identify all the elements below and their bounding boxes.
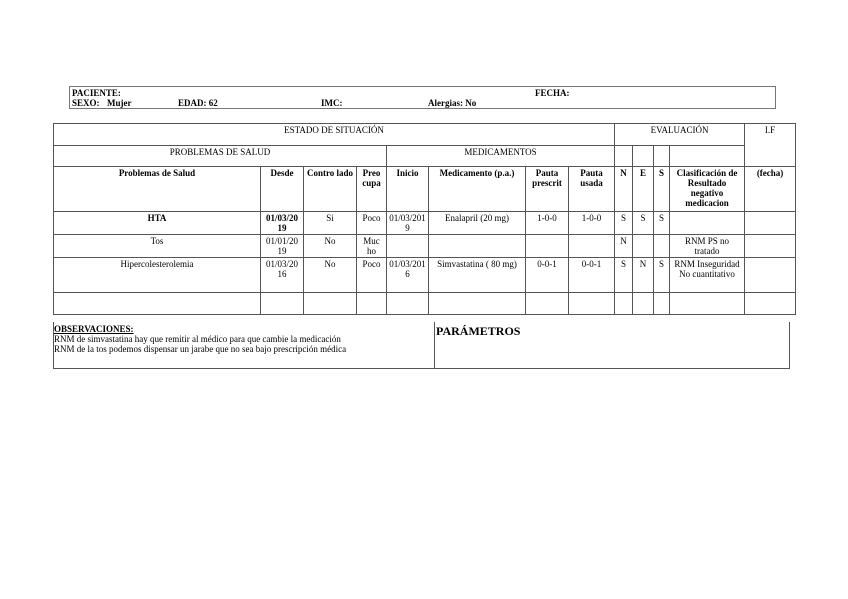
cell-preocupa: Poco <box>357 258 387 293</box>
cell-medicamento <box>429 235 526 258</box>
eval-spacer-s <box>654 146 670 167</box>
fecha-label: FECHA: <box>535 88 570 98</box>
col-pauta-usada: Pauta usada <box>569 167 615 212</box>
edad-label: EDAD: 62 <box>178 98 218 108</box>
empty-cell <box>54 293 261 315</box>
estado-situacion-title: ESTADO DE SITUACIÓN <box>54 124 615 146</box>
cell-desde: 01/01/20 19 <box>261 235 304 258</box>
cell-fecha <box>745 235 796 258</box>
col-s: S <box>654 167 670 212</box>
empty-cell <box>526 293 569 315</box>
empty-cell <box>387 293 429 315</box>
eval-spacer-clas <box>670 146 745 167</box>
table-row <box>54 258 796 293</box>
observaciones-title: OBSERVACIONES: <box>54 324 134 334</box>
imc-label: IMC: <box>321 98 343 108</box>
cell-desde: 01/03/20 16 <box>261 258 304 293</box>
cell-e: S <box>633 212 654 235</box>
cell-n: S <box>615 258 633 293</box>
col-medicamento: Medicamento (p.a.) <box>429 167 526 212</box>
cell-problema: Tos <box>54 235 261 258</box>
cell-problema: HTA <box>54 212 261 235</box>
col-e: E <box>633 167 654 212</box>
sexo-value: Mujer <box>107 98 132 108</box>
empty-cell <box>304 293 357 315</box>
cell-medicamento: Enalapril (20 mg) <box>429 212 526 235</box>
cell-pauta-usada <box>569 235 615 258</box>
paciente-label: PACIENTE: <box>72 88 121 98</box>
evaluacion-title: EVALUACIÓN <box>615 124 745 146</box>
cell-n: S <box>615 212 633 235</box>
empty-cell <box>357 293 387 315</box>
alergias-label: Alergias: No <box>428 98 477 108</box>
empty-cell <box>569 293 615 315</box>
cell-fecha <box>745 258 796 293</box>
cell-s: S <box>654 212 670 235</box>
cell-s: S <box>654 258 670 293</box>
eval-spacer-e <box>633 146 654 167</box>
parametros-title: PARÁMETROS <box>436 324 521 338</box>
cell-controlado: Si <box>304 212 357 235</box>
empty-cell <box>745 293 796 315</box>
cell-problema: Hipercolesterolemia <box>54 258 261 293</box>
col-preocupa: Preo cupa <box>357 167 387 212</box>
table-row-empty <box>54 293 796 315</box>
col-n: N <box>615 167 633 212</box>
col-pauta-prescrita: Pauta prescrit <box>526 167 569 212</box>
cell-pauta-prescrita: 1-0-0 <box>526 212 569 235</box>
cell-controlado: No <box>304 258 357 293</box>
cell-pauta-prescrita <box>526 235 569 258</box>
medicamentos-title: MEDICAMENTOS <box>387 146 615 167</box>
patient-header <box>69 86 776 109</box>
estado-situacion-table <box>53 123 796 315</box>
col-inicio: Inicio <box>387 167 429 212</box>
cell-clasificacion: RNM Inseguridad No cuantitativo <box>670 258 745 293</box>
empty-cell <box>670 293 745 315</box>
cell-inicio: 01/03/201 9 <box>387 212 429 235</box>
cell-preocupa: Muc ho <box>357 235 387 258</box>
table-row <box>54 235 796 258</box>
eval-spacer-n <box>615 146 633 167</box>
cell-e <box>633 235 654 258</box>
col-clasificacion: Clasificación de Resultado negativo medicacion <box>670 167 745 212</box>
problemas-salud-title: PROBLEMAS DE SALUD <box>54 146 387 167</box>
table-row <box>54 212 796 235</box>
col-desde: Desde <box>261 167 304 212</box>
cell-n: N <box>615 235 633 258</box>
empty-cell <box>261 293 304 315</box>
cell-clasificacion <box>670 212 745 235</box>
col-fecha: (fecha) <box>745 167 796 212</box>
empty-cell <box>654 293 670 315</box>
cell-pauta-usada: 1-0-0 <box>569 212 615 235</box>
empty-cell <box>615 293 633 315</box>
cell-desde: 01/03/20 19 <box>261 212 304 235</box>
cell-pauta-prescrita: 0-0-1 <box>526 258 569 293</box>
empty-cell <box>429 293 526 315</box>
cell-inicio: 01/03/201 6 <box>387 258 429 293</box>
col-problemas: Problemas de Salud <box>54 167 261 212</box>
cell-controlado: No <box>304 235 357 258</box>
cell-preocupa: Poco <box>357 212 387 235</box>
observacion-line: RNM de la tos podemos dispensar un jarabe que no sea bajo prescripción médica <box>54 344 347 354</box>
cell-inicio <box>387 235 429 258</box>
cell-fecha <box>745 212 796 235</box>
observacion-line: RNM de simvastatina hay que remitir al médico para que cambie la medicación <box>54 334 341 344</box>
cell-clasificacion: RNM PS no tratado <box>670 235 745 258</box>
cell-s <box>654 235 670 258</box>
sexo-label: SEXO: <box>72 98 100 108</box>
cell-pauta-usada: 0-0-1 <box>569 258 615 293</box>
col-controlado: Contro lado <box>304 167 357 212</box>
parametros-box <box>434 322 790 369</box>
cell-e: N <box>633 258 654 293</box>
observaciones-box <box>53 322 435 369</box>
cell-medicamento: Simvastatina ( 80 mg) <box>429 258 526 293</box>
if-title: I.F <box>745 124 796 167</box>
empty-cell <box>633 293 654 315</box>
